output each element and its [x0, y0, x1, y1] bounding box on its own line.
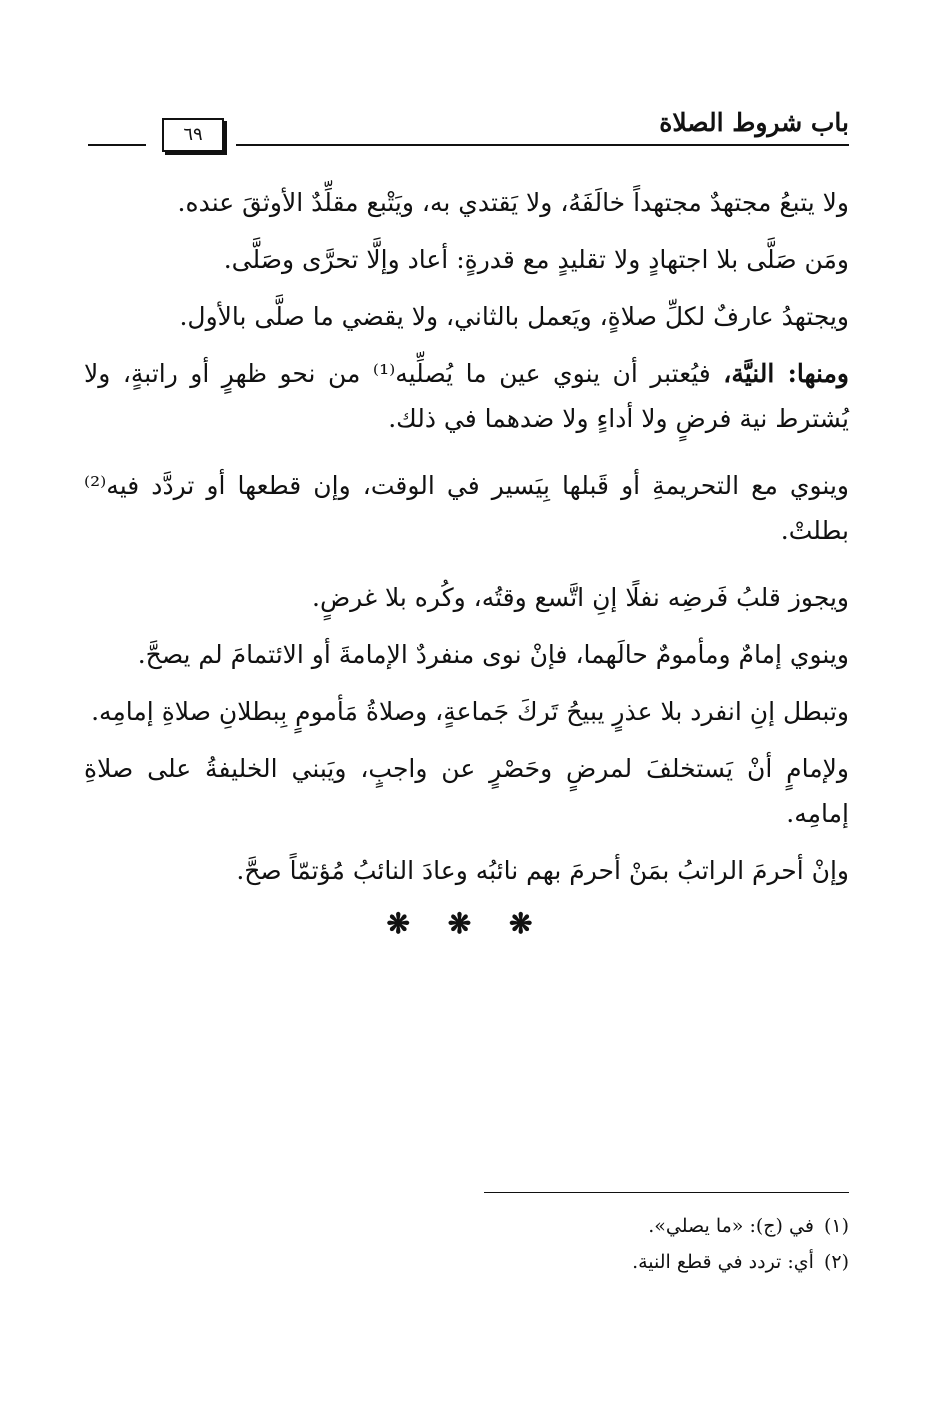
paragraph: ويجتهدُ عارفٌ لكلِّ صلاةٍ، ويَعمل بالثاني، ولا يقضي ما صلَّى بالأول.	[179, 302, 849, 331]
main-text	[84, 180, 849, 940]
header-rule	[236, 144, 849, 146]
paragraph: ومنها: النيَّة، فيُعتبر أن ينوي عين ما يُصلِّيه⁽¹⁾ من نحو ظهرٍ أو راتبةٍ، ولا يُشترط نية فرضٍ ولا أداءٍ ولا ضدهما في ذلك.	[84, 359, 849, 433]
paragraph: وتبطل إنِ انفرد بلا عذرٍ يبيحُ تَركَ جَماعةٍ، وصلاةُ مَأمومٍ بِبطلانِ صلاةِ إمامِه.	[91, 697, 849, 726]
page-number: ٦٩	[162, 118, 224, 152]
section-separator: ❋ ❋ ❋	[386, 907, 547, 940]
footnotes	[632, 1208, 849, 1280]
chapter-title: باب شروط الصلاة	[659, 108, 849, 137]
footnote-text: في (ج): «ما يصلي».	[648, 1215, 814, 1237]
paragraph: وإنْ أحرمَ الراتبُ بمَنْ أحرمَ بهم نائبُه وعادَ النائبُ مُؤتمّاً صحَّ.	[236, 856, 849, 885]
header-rule-short	[88, 144, 146, 146]
paragraph: وينوي إمامٌ ومأمومٌ حالَهما، فإنْ نوى منفردٌ الإمامةَ أو الائتمامَ لم يصحَّ.	[137, 640, 849, 669]
paragraph: ولإمامٍ أنْ يَستخلفَ لمرضٍ وحَصْرٍ عن واجبٍ، ويَبني الخليفةُ على صلاةِ إمامِه.	[84, 754, 849, 828]
footnote	[632, 1244, 849, 1280]
footnote-number: (١)	[823, 1215, 849, 1237]
paragraph: وينوي مع التحريمةِ أو قَبلها بِيَسير في الوقت، وإن قطعها أو تردَّد فيه⁽²⁾ بطلتْ.	[84, 471, 849, 545]
footnote	[632, 1208, 849, 1244]
paragraph-lead: ومنها: النيَّة،	[723, 359, 849, 388]
paragraph: ومَن صَلَّى بلا اجتهادٍ ولا تقليدٍ مع قدرةٍ: أعاد وإلَّا تحرَّى وصَلَّى.	[223, 245, 849, 274]
footnote-number: (٢)	[823, 1251, 849, 1273]
footnote-text: أي: تردد في قطع النية.	[632, 1251, 814, 1273]
paragraph: ولا يتبعُ مجتهدٌ مجتهداً خالَفَهُ، ولا يَقتدي به، ويَتْبع مقلِّدٌ الأوثقَ عنده.	[177, 188, 849, 217]
paragraph: ويجوز قلبُ فَرضِه نفلًا إنِ اتَّسع وقتُه، وكُره بلا غرضٍ.	[312, 583, 849, 612]
footnote-rule	[484, 1192, 849, 1193]
